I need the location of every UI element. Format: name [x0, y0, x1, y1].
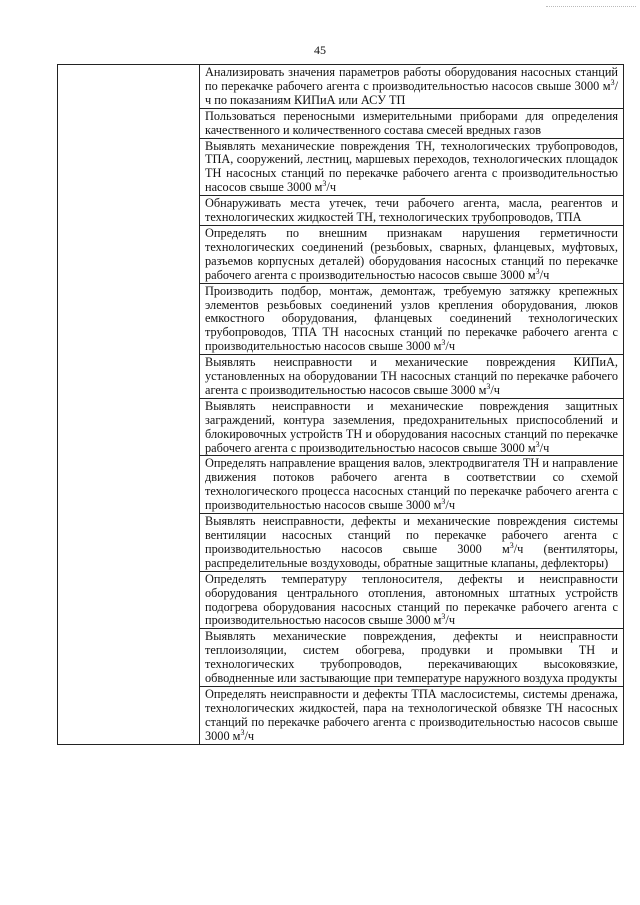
skill-text-main: Определять температуру теплоносителя, дефекты и неисправности оборудования центрального отопления, автономных штатных устройств подогрева оборудования насосных станций по перекачке рабочего агента с производительностью насосов свыше 3000 м — [205, 571, 618, 628]
unit-exponent: 3 — [610, 77, 615, 87]
top-edge-mark — [546, 6, 636, 7]
skill-cell — [200, 571, 624, 629]
skill-text — [200, 355, 623, 398]
skill-text-tail: /ч — [445, 498, 456, 513]
skill-text — [200, 284, 623, 355]
skill-text-main: Выявлять неисправности и механические повреждения защитных заграждений, контура заземления, предохранительных приспособлений и блокировочных устройств ТН и оборудования насосных станций по перекачке рабочего агента с производительностью насосов свыше 3000 м — [205, 398, 618, 455]
table-body — [58, 65, 624, 745]
skill-text — [200, 629, 623, 686]
skills-table — [57, 64, 624, 745]
skill-cell — [200, 629, 624, 687]
skill-text-main: Выявлять механические повреждения, дефекты и неисправности теплоизоляции, систем обогрева, продувки и промывки ТН и технологических трубопроводов, перекачивающих высоковязкие, обводненные или застывающие при температуре наружного воздуха продукты — [205, 629, 618, 686]
page-number: 45 — [314, 43, 326, 57]
skill-cell — [200, 138, 624, 196]
left-column-cell — [58, 65, 200, 745]
skill-text-tail: /ч — [445, 613, 456, 628]
skill-text — [200, 399, 623, 456]
skill-text — [200, 226, 623, 283]
skill-text — [200, 514, 623, 571]
skill-text — [200, 687, 623, 744]
skill-cell — [200, 355, 624, 399]
skill-text — [200, 456, 623, 513]
skill-text-main: Определять по внешним признакам нарушения герметичности технологических соединений (резьбовых, сварных, фланцевых, муфтовых, разъемов корпусных деталей) оборудования насосных станций по перекачке рабочего агента с производительностью насосов свыше 3000 м — [205, 225, 618, 282]
skill-text-main: Выявлять неисправности и механические повреждения КИПиА, установленных на оборудовании ТН насосных станций по перекачке рабочего агента с производительностью насосов свыше 3000 м — [205, 355, 618, 397]
skill-cell — [200, 514, 624, 572]
skill-text-main: Выявлять механические повреждения ТН, технологических трубопроводов, ТПА, сооружений, лестниц, маршевых переходов, технологических площадок ТН насосных станций по перекачке рабочего агента с производительностью насосов свыше 3000 м — [205, 138, 618, 195]
skill-text — [200, 139, 623, 196]
skill-text-main: Выявлять неисправности, дефекты и механические повреждения системы вентиляции насосных станций по перекачке рабочего агента с производительностью насосов свыше 3000 м — [205, 514, 618, 556]
skill-text-tail: /ч — [445, 339, 456, 354]
skill-text-main: Обнаруживать места утечек, течи рабочего агента, масла, реагентов и технологических жидкостей ТН, технологических трубопроводов, ТПА — [205, 196, 618, 225]
skill-cell — [200, 398, 624, 456]
skill-text-tail: /ч — [326, 180, 337, 195]
skill-text-tail: /ч — [244, 728, 255, 743]
unit-exponent: 3 — [441, 338, 446, 348]
skill-text-main: Анализировать значения параметров работы оборудования насосных станций по перекачке рабочего агента с производительностью насосов свыше 3000 м — [205, 65, 618, 93]
skill-text-main: Пользоваться переносными измерительными приборами для определения качественного и количественного состава смесей вредных газов — [205, 108, 618, 137]
skill-text-main: Определять направление вращения валов, электродвигателя ТН и направление движения потоков рабочего агента в соответствии со схемой технологического процесса насосных станций по перекачке рабочего агента с производительностью насосов свыше 3000 м — [205, 456, 618, 513]
unit-exponent: 3 — [322, 179, 327, 189]
unit-exponent: 3 — [486, 381, 491, 391]
skill-text-tail: /ч — [490, 382, 500, 397]
skill-text-tail: /ч (вентиляторы, распределительные воздуховоды, обратные защитные клапаны, дефлекторы) — [205, 541, 618, 570]
unit-exponent: 3 — [441, 497, 446, 507]
skill-text-tail: /ч по показаниям КИПиА или АСУ ТП — [205, 78, 618, 107]
unit-exponent: 3 — [535, 266, 540, 276]
skill-text — [200, 65, 623, 108]
unit-exponent: 3 — [535, 439, 540, 449]
skill-cell — [200, 65, 624, 109]
skill-cell — [200, 456, 624, 514]
skill-cell — [200, 108, 624, 138]
unit-exponent: 3 — [441, 612, 446, 622]
skill-text-main: Определять неисправности и дефекты ТПА маслосистемы, системы дренажа, технологических жидкостей, пара на технологической обвязке ТН насосных станций по перекачке рабочего агента с производительностью насосов свыше 3000 м — [205, 686, 618, 743]
skill-text-tail: /ч — [539, 440, 550, 455]
unit-exponent: 3 — [509, 540, 514, 550]
skill-text — [200, 109, 623, 138]
skill-cell — [200, 283, 624, 355]
skill-text-main: Производить подбор, монтаж, демонтаж, требуемую затяжку крепежных элементов резьбовых соединений узлов крепления оборудования, люков емкостного оборудования, фланцевых соединений технологических трубопроводов, ТПА ТН насосных станций по перекачке рабочего агента с производительностью насосов свыше 3000 м — [205, 283, 618, 354]
table-row — [58, 65, 624, 109]
skill-text-tail: /ч — [539, 267, 550, 282]
skill-cell — [200, 686, 624, 744]
skill-cell — [200, 196, 624, 226]
skill-cell — [200, 225, 624, 283]
skill-text — [200, 196, 623, 225]
unit-exponent: 3 — [240, 727, 245, 737]
skill-text — [200, 572, 623, 629]
